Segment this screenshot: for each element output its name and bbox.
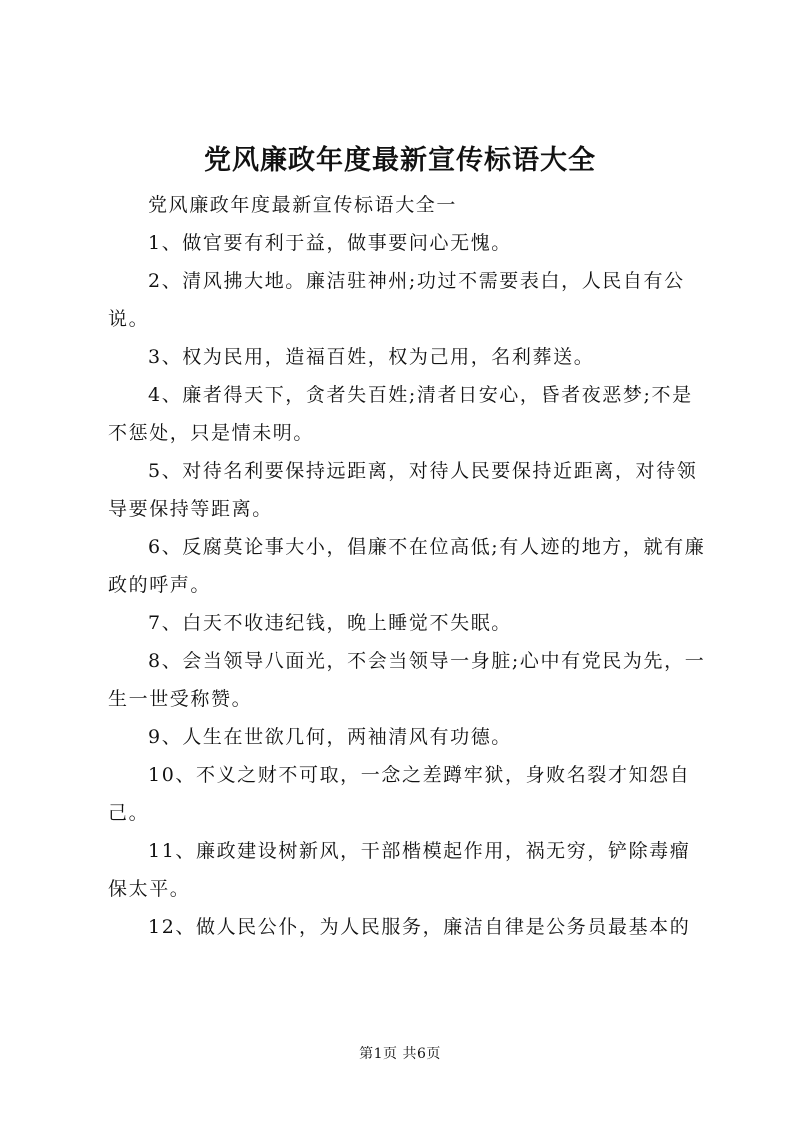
document-title: 党风廉政年度最新宣传标语大全 bbox=[204, 145, 596, 176]
document-body bbox=[108, 186, 708, 946]
paragraph-item-6: 6、反腐莫论事大小，倡廉不在位高低;有人迹的地方，就有廉政的呼声。 bbox=[108, 536, 706, 596]
page-number-footer: 第1页 共6页 bbox=[359, 1046, 441, 1062]
paragraph-item-7: 7、白天不收违纪钱，晚上睡觉不失眠。 bbox=[148, 612, 512, 634]
paragraph-item-9: 9、人生在世欲几何，两袖清风有功德。 bbox=[148, 726, 512, 748]
paragraph-item-5: 5、对待名利要保持远距离，对待人民要保持近距离，对待领导要保持等距离。 bbox=[108, 460, 698, 520]
paragraph-item-2: 2、清风拂大地。廉洁驻神州;功过不需要表白，人民自有公说。 bbox=[108, 270, 685, 330]
paragraph-item-12: 12、做人民公仆，为人民服务，廉洁自律是公务员最基本的 bbox=[148, 916, 691, 938]
paragraph-item-1: 1、做官要有利于益，做事要问心无愧。 bbox=[148, 232, 512, 254]
paragraph-item-10: 10、不义之财不可取，一念之差蹲牢狱，身败名裂才知怨自己。 bbox=[108, 764, 691, 824]
paragraph-item-11: 11、廉政建设树新风，干部楷模起作用，祸无穷，铲除毒瘤保太平。 bbox=[108, 840, 691, 900]
paragraph-subtitle: 党风廉政年度最新宣传标语大全一 bbox=[148, 194, 458, 216]
paragraph-item-4: 4、廉者得天下，贪者失百姓;清者日安心，昏者夜恶梦;不是不惩处，只是情未明。 bbox=[108, 384, 693, 444]
paragraph-item-8: 8、会当领导八面光，不会当领导一身脏;心中有党民为先，一生一世受称赞。 bbox=[108, 650, 706, 710]
paragraph-item-3: 3、权为民用，造福百姓，权为己用，名利葬送。 bbox=[148, 346, 595, 368]
